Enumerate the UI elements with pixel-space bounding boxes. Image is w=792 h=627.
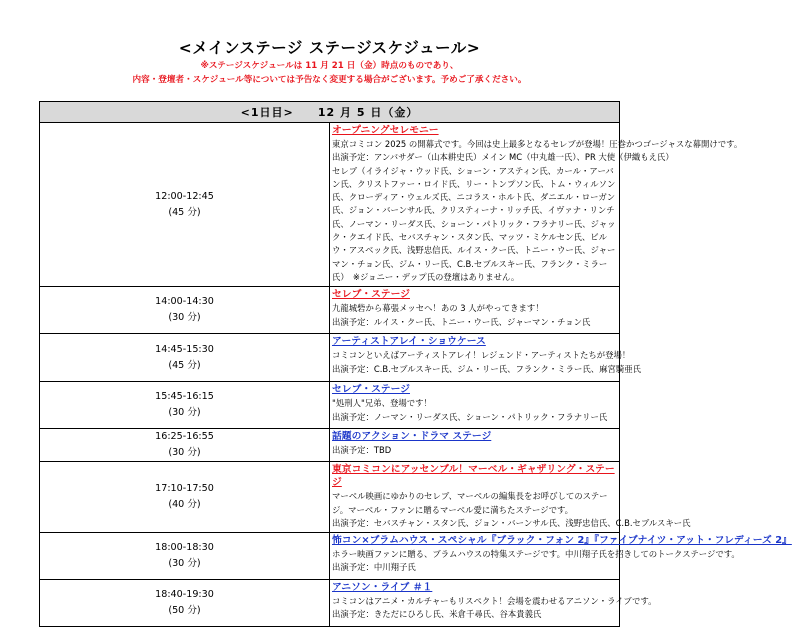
program-description: ホラー映画ファンに贈る、ブラムハウスの特集ステージです。中川翔子氏を招きしてのトークステージです。 [332, 549, 740, 560]
time-range: 14:00-14:30 [155, 296, 214, 308]
day-header [40, 102, 620, 123]
time-cell [40, 429, 330, 462]
program-title[interactable]: アーティストアレイ・ショウケース [332, 336, 486, 348]
table-row [40, 382, 620, 429]
program-cell [330, 429, 620, 462]
duration: (30 分) [168, 312, 201, 324]
duration: (30 分) [168, 558, 201, 570]
time-cell [40, 533, 330, 580]
program-cast: 出演予定：ノーマン・リーダス氏、ショーン・パトリック・フラナリー氏 [332, 411, 608, 422]
program-title[interactable]: アニソン・ライブ ＃１ [332, 582, 433, 594]
time-range: 14:45-15:30 [155, 343, 214, 355]
time-cell [40, 287, 330, 334]
notice-line-2: 内容・登壇者・スケジュール等については予告なく変更する場合がございます。予めご了承ください。 [132, 75, 527, 85]
table-row [40, 334, 620, 382]
program-cell [330, 123, 743, 287]
time-range: 15:45-16:15 [155, 391, 214, 403]
program-cell [330, 533, 792, 580]
program-description: 東京コミコン 2025 の開幕式です。今回は史上最多となるセレブが登場！圧巻かつゴージャスな幕開けです。 [332, 139, 743, 149]
program-cell [330, 382, 620, 429]
duration: (45 分) [168, 359, 201, 371]
time-cell [40, 382, 330, 429]
duration: (40 分) [168, 499, 201, 511]
duration: (45 分) [168, 206, 201, 218]
program-cast: 出演予定：アンバサダー（山本耕史氏）メイン MC（中丸雄一氏）、PR 大使（伊織もえ氏） [332, 152, 674, 163]
time-range: 12:00-12:45 [155, 190, 214, 202]
time-range: 18:00-18:30 [155, 542, 214, 554]
time-cell [40, 334, 330, 382]
program-cast: 出演予定：ルイス・クー氏、トニー・ウー氏、ジャーマン・チョン氏 [332, 316, 591, 327]
program-cell [330, 334, 641, 382]
table-row [40, 287, 620, 334]
program-title[interactable]: オープニングセレモニー [332, 125, 439, 136]
program-cast: 出演予定：TBD [332, 445, 392, 456]
table-row [40, 429, 620, 462]
program-description: コミコンはアニメ・カルチャーもリスペクト！会場を震わせるアニソン・ライブです。 [332, 596, 657, 607]
duration: (30 分) [168, 407, 201, 419]
table-row [40, 533, 620, 580]
program-title[interactable]: 怖コン×ブラムハウス・スペシャル『ブラック・フォン 2』『ファイブナイツ・アット・フレディーズ 2』 [332, 535, 792, 547]
schedule-table [39, 101, 792, 627]
time-cell [40, 580, 330, 627]
program-cell [330, 580, 657, 627]
page-title: <メインステージ ステージスケジュール> [178, 39, 481, 57]
time-range: 16:25-16:55 [155, 431, 214, 443]
program-description: コミコンといえばアーティストアレイ！レジェンド・アーティストたちが登場！ [332, 350, 631, 361]
day-label: <1日目> [240, 106, 294, 119]
program-cast: 出演予定：中川翔子氏 [332, 562, 416, 573]
day-date: 12 月 5 日（金） [317, 106, 419, 119]
time-range: 17:10-17:50 [155, 483, 214, 495]
program-title[interactable]: 東京コミコンにアッセンブル！マーベル・ギャザリング・ステージ [332, 464, 615, 489]
program-title[interactable]: セレブ・ステージ [332, 289, 410, 301]
time-cell [40, 123, 330, 287]
program-cast: 出演予定：セバスチャン・スタン氏、ジョン・バーンサル氏、浅野忠信氏、C.B.セブルスキー氏 [332, 517, 691, 528]
program-description: "処刑人"兄弟、登場です！ [332, 398, 432, 409]
program-cast: 出演予定：きただにひろし氏、米倉千尋氏、谷本貴義氏 [332, 609, 542, 620]
program-description: 九龍城砦から幕張メッセへ！あの 3 人がやってきます！ [332, 303, 544, 314]
program-cast: 出演予定：C.B.セブルスキー氏、ジム・リー氏、フランク・ミラー氏、麻宮騎亜氏 [332, 363, 641, 374]
time-range: 18:40-19:30 [155, 589, 214, 601]
program-celebrities: セレブ（イライジャ・ウッド氏、ショーン・アスティン氏、カール・アーバン氏、クリストファー・ロイド氏、リー・トンプソン氏、トム・ウィルソン氏、クローディア・ウェルズ氏、ニコラス・ホルト氏、ダニエル・ローガン氏、ジョン・バーンサル氏、クリスティーナ・リッチ氏、イヴァナ・リンチ氏、ノーマン・リーダス氏、ショーン・パトリック・フラナリー氏、ジャック・クエイド氏、セバスチャン・スタン氏、マッツ・ミケルセン氏、ビルウ・アスベック氏、浅野忠信氏、ルイス・クー氏、トニー・ウー氏、ジャーマン・チョン氏、ジム・リー氏、C.B.セブルスキー氏、フランク・ミラー氏） ※ジョニー・デップ氏の登壇はありません。 [332, 165, 616, 282]
duration: (30 分) [168, 447, 201, 459]
program-cell [330, 462, 691, 533]
table-row [40, 462, 620, 533]
program-title[interactable]: 話題のアクション・ドラマ ステージ [332, 431, 492, 443]
table-row [40, 123, 620, 287]
program-cell [330, 287, 620, 334]
notice-line-1: ※ステージスケジュールは 11 月 21 日（金）時点のものであり、 [200, 61, 459, 71]
program-description: マーベル映画にゆかりのセレブ、マーベルの編集長をお呼びしてのステージ。マーベル・ファンに贈るマーベル愛に満ちたステージです。 [332, 491, 608, 515]
time-cell [40, 462, 330, 533]
duration: (50 分) [168, 605, 201, 617]
table-row [40, 580, 620, 627]
program-title[interactable]: セレブ・ステージ [332, 384, 410, 396]
